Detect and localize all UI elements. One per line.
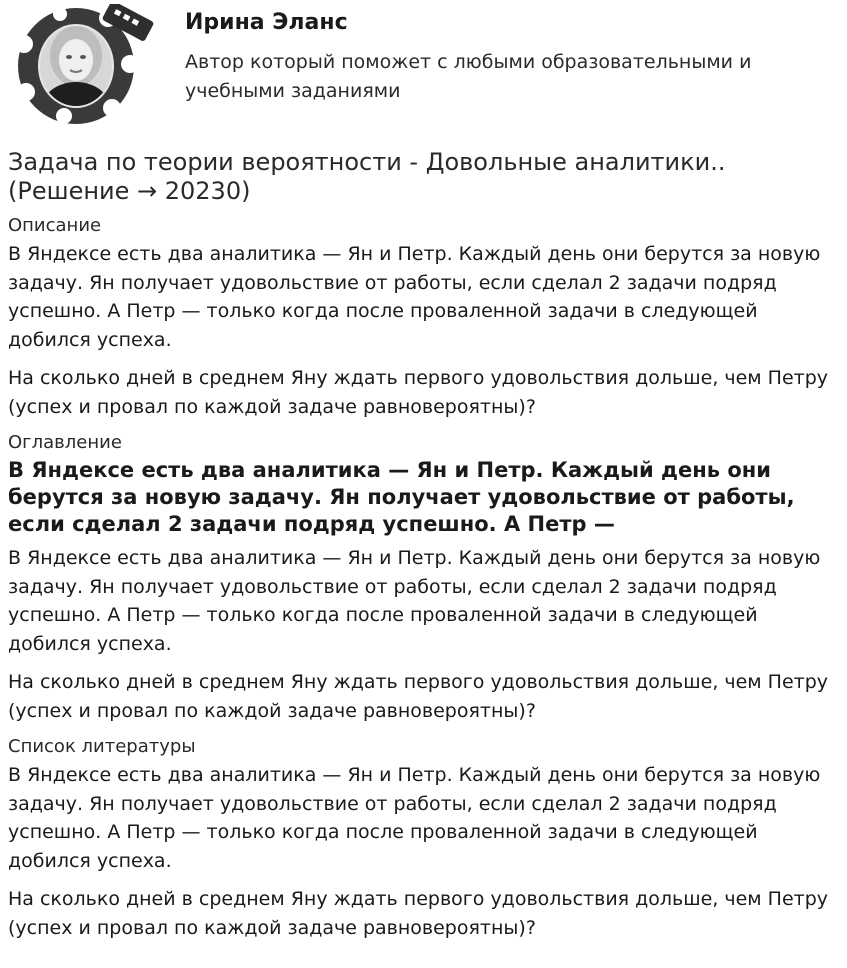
film-reel-avatar-icon xyxy=(4,4,154,126)
description-label: Описание xyxy=(8,215,102,236)
toc-section xyxy=(8,431,838,725)
literature-paragraph: На сколько дней в среднем Яну ждать первого удовольствия дольше, чем Петру (успех и провал по каждой задаче равновероятны)? xyxy=(8,888,829,939)
toc-heading: В Яндексе есть два аналитика — Ян и Петр. Каждый день они берутся за новую задачу. Ян получает удовольствие от работы, если сделал 2 задачи подряд успешно. А Петр — xyxy=(8,458,795,536)
author-header xyxy=(0,0,847,134)
literature-label: Список литературы xyxy=(8,736,196,757)
description-section xyxy=(8,214,838,421)
avatar xyxy=(4,4,154,126)
literature-paragraph: В Яндексе есть два аналитика — Ян и Петр. Каждый день они берутся за новую задачу. Ян получает удовольствие от работы, если сделал 2 задачи подряд успешно. А Петр — только когда после проваленной задачи в следующей добился успеха. xyxy=(8,764,821,872)
description-paragraph: На сколько дней в среднем Яну ждать первого удовольствия дольше, чем Петру (успех и провал по каждой задаче равновероятны)? xyxy=(8,367,829,418)
description-paragraph: В Яндексе есть два аналитика — Ян и Петр. Каждый день они берутся за новую задачу. Ян получает удовольствие от работы, если сделал 2 задачи подряд успешно. А Петр — только когда после проваленной задачи в следующей добился успеха. xyxy=(8,243,821,351)
literature-section xyxy=(8,735,838,942)
author-name: Ирина Эланс xyxy=(185,10,348,35)
author-description: Автор который поможет с любыми образовательными и учебными заданиями xyxy=(185,51,752,102)
toc-label: Оглавление xyxy=(8,432,122,453)
toc-paragraph: На сколько дней в среднем Яну ждать первого удовольствия дольше, чем Петру (успех и провал по каждой задаче равновероятны)? xyxy=(8,671,829,722)
page-title: Задача по теории вероятности - Довольные аналитики.. (Решение → 20230) xyxy=(8,148,726,205)
main-content xyxy=(8,148,838,952)
toc-paragraph: В Яндексе есть два аналитика — Ян и Петр. Каждый день они берутся за новую задачу. Ян получает удовольствие от работы, если сделал 2 задачи подряд успешно. А Петр — только когда после проваленной задачи в следующей добился успеха. xyxy=(8,547,821,655)
